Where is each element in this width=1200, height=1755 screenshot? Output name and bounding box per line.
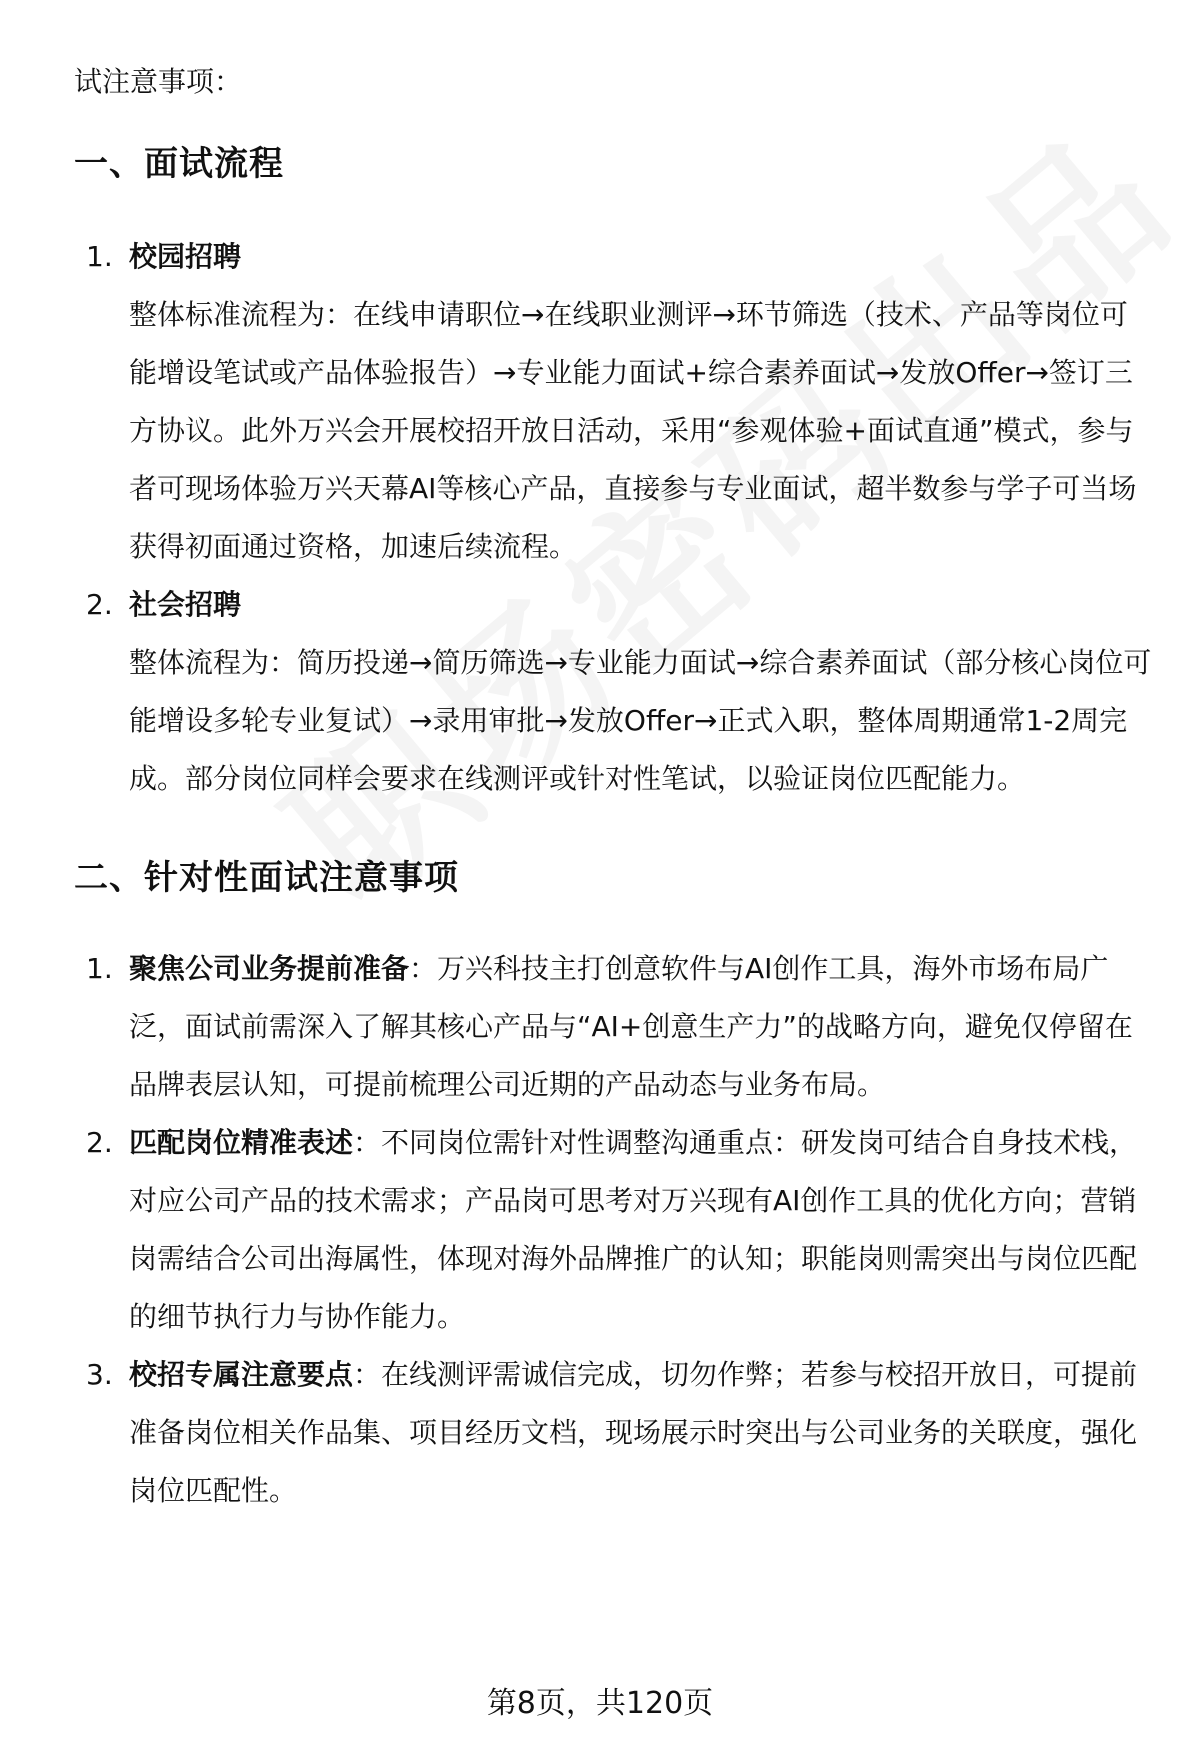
list-item	[74, 576, 1154, 808]
item-body: ：万兴科技主打创意软件与AI创作工具，海外市场布局广泛，面试前需深入了解其核心产品与“AI+创意生产力”的战略方向，避免仅停留在品牌表层认知，可提前梳理公司近期的产品动态与业务布局。	[129, 952, 1133, 1101]
item-body: 整体标准流程为：在线申请职位→在线职业测评→环节筛选（技术、产品等岗位可能增设笔试或产品体验报告）→专业能力面试+综合素养面试→发放Offer→签订三方协议。此外万兴会开展校招开放日活动，采用“参观体验+面试直通”模式，参与者可现场体验万兴天幕AI等核心产品，直接参与专业面试，超半数参与学子可当场获得初面通过资格，加速后续流程。	[129, 298, 1137, 563]
item-heading: 校园招聘	[129, 240, 242, 273]
list-item	[74, 228, 1154, 576]
item-body: ：不同岗位需针对性调整沟通重点：研发岗可结合自身技术栈，对应公司产品的技术需求；产品岗可思考对万兴现有AI创作工具的优化方向；营销岗需结合公司出海属性，体现对海外品牌推广的认知；职能岗则需突出与岗位匹配的细节执行力与协作能力。	[129, 1126, 1138, 1333]
list-item	[74, 1114, 1154, 1346]
item-heading: 聚焦公司业务提前准备	[129, 952, 410, 985]
intro-text: 试注意事项：	[74, 65, 243, 98]
interview-process-list	[74, 228, 1154, 808]
item-heading: 匹配岗位精准表述	[129, 1126, 354, 1159]
section-title-interview-process: 一、面试流程	[74, 144, 284, 184]
page-number: 第8页，共120页	[486, 1686, 714, 1721]
list-item	[74, 1346, 1154, 1520]
item-body: ：在线测评需诚信完成，切勿作弊；若参与校招开放日，可提前准备岗位相关作品集、项目经历文档，现场展示时突出与公司业务的关联度，强化岗位匹配性。	[129, 1358, 1138, 1507]
item-number: 1.	[86, 240, 113, 273]
item-heading: 社会招聘	[129, 588, 242, 621]
item-heading: 校招专属注意要点	[129, 1358, 354, 1391]
item-body: 整体流程为：简历投递→简历筛选→专业能力面试→综合素养面试（部分核心岗位可能增设多轮专业复试）→录用审批→发放Offer→正式入职，整体周期通常1-2周完成。部分岗位同样会要求在线测评或针对性笔试，以验证岗位匹配能力。	[129, 646, 1152, 795]
item-number: 2.	[86, 1126, 113, 1159]
list-item	[74, 940, 1154, 1114]
section-title-interview-tips: 二、针对性面试注意事项	[74, 858, 459, 898]
item-number: 1.	[86, 952, 113, 985]
item-number: 2.	[86, 588, 113, 621]
item-number: 3.	[86, 1358, 113, 1391]
interview-tips-list	[74, 940, 1154, 1520]
